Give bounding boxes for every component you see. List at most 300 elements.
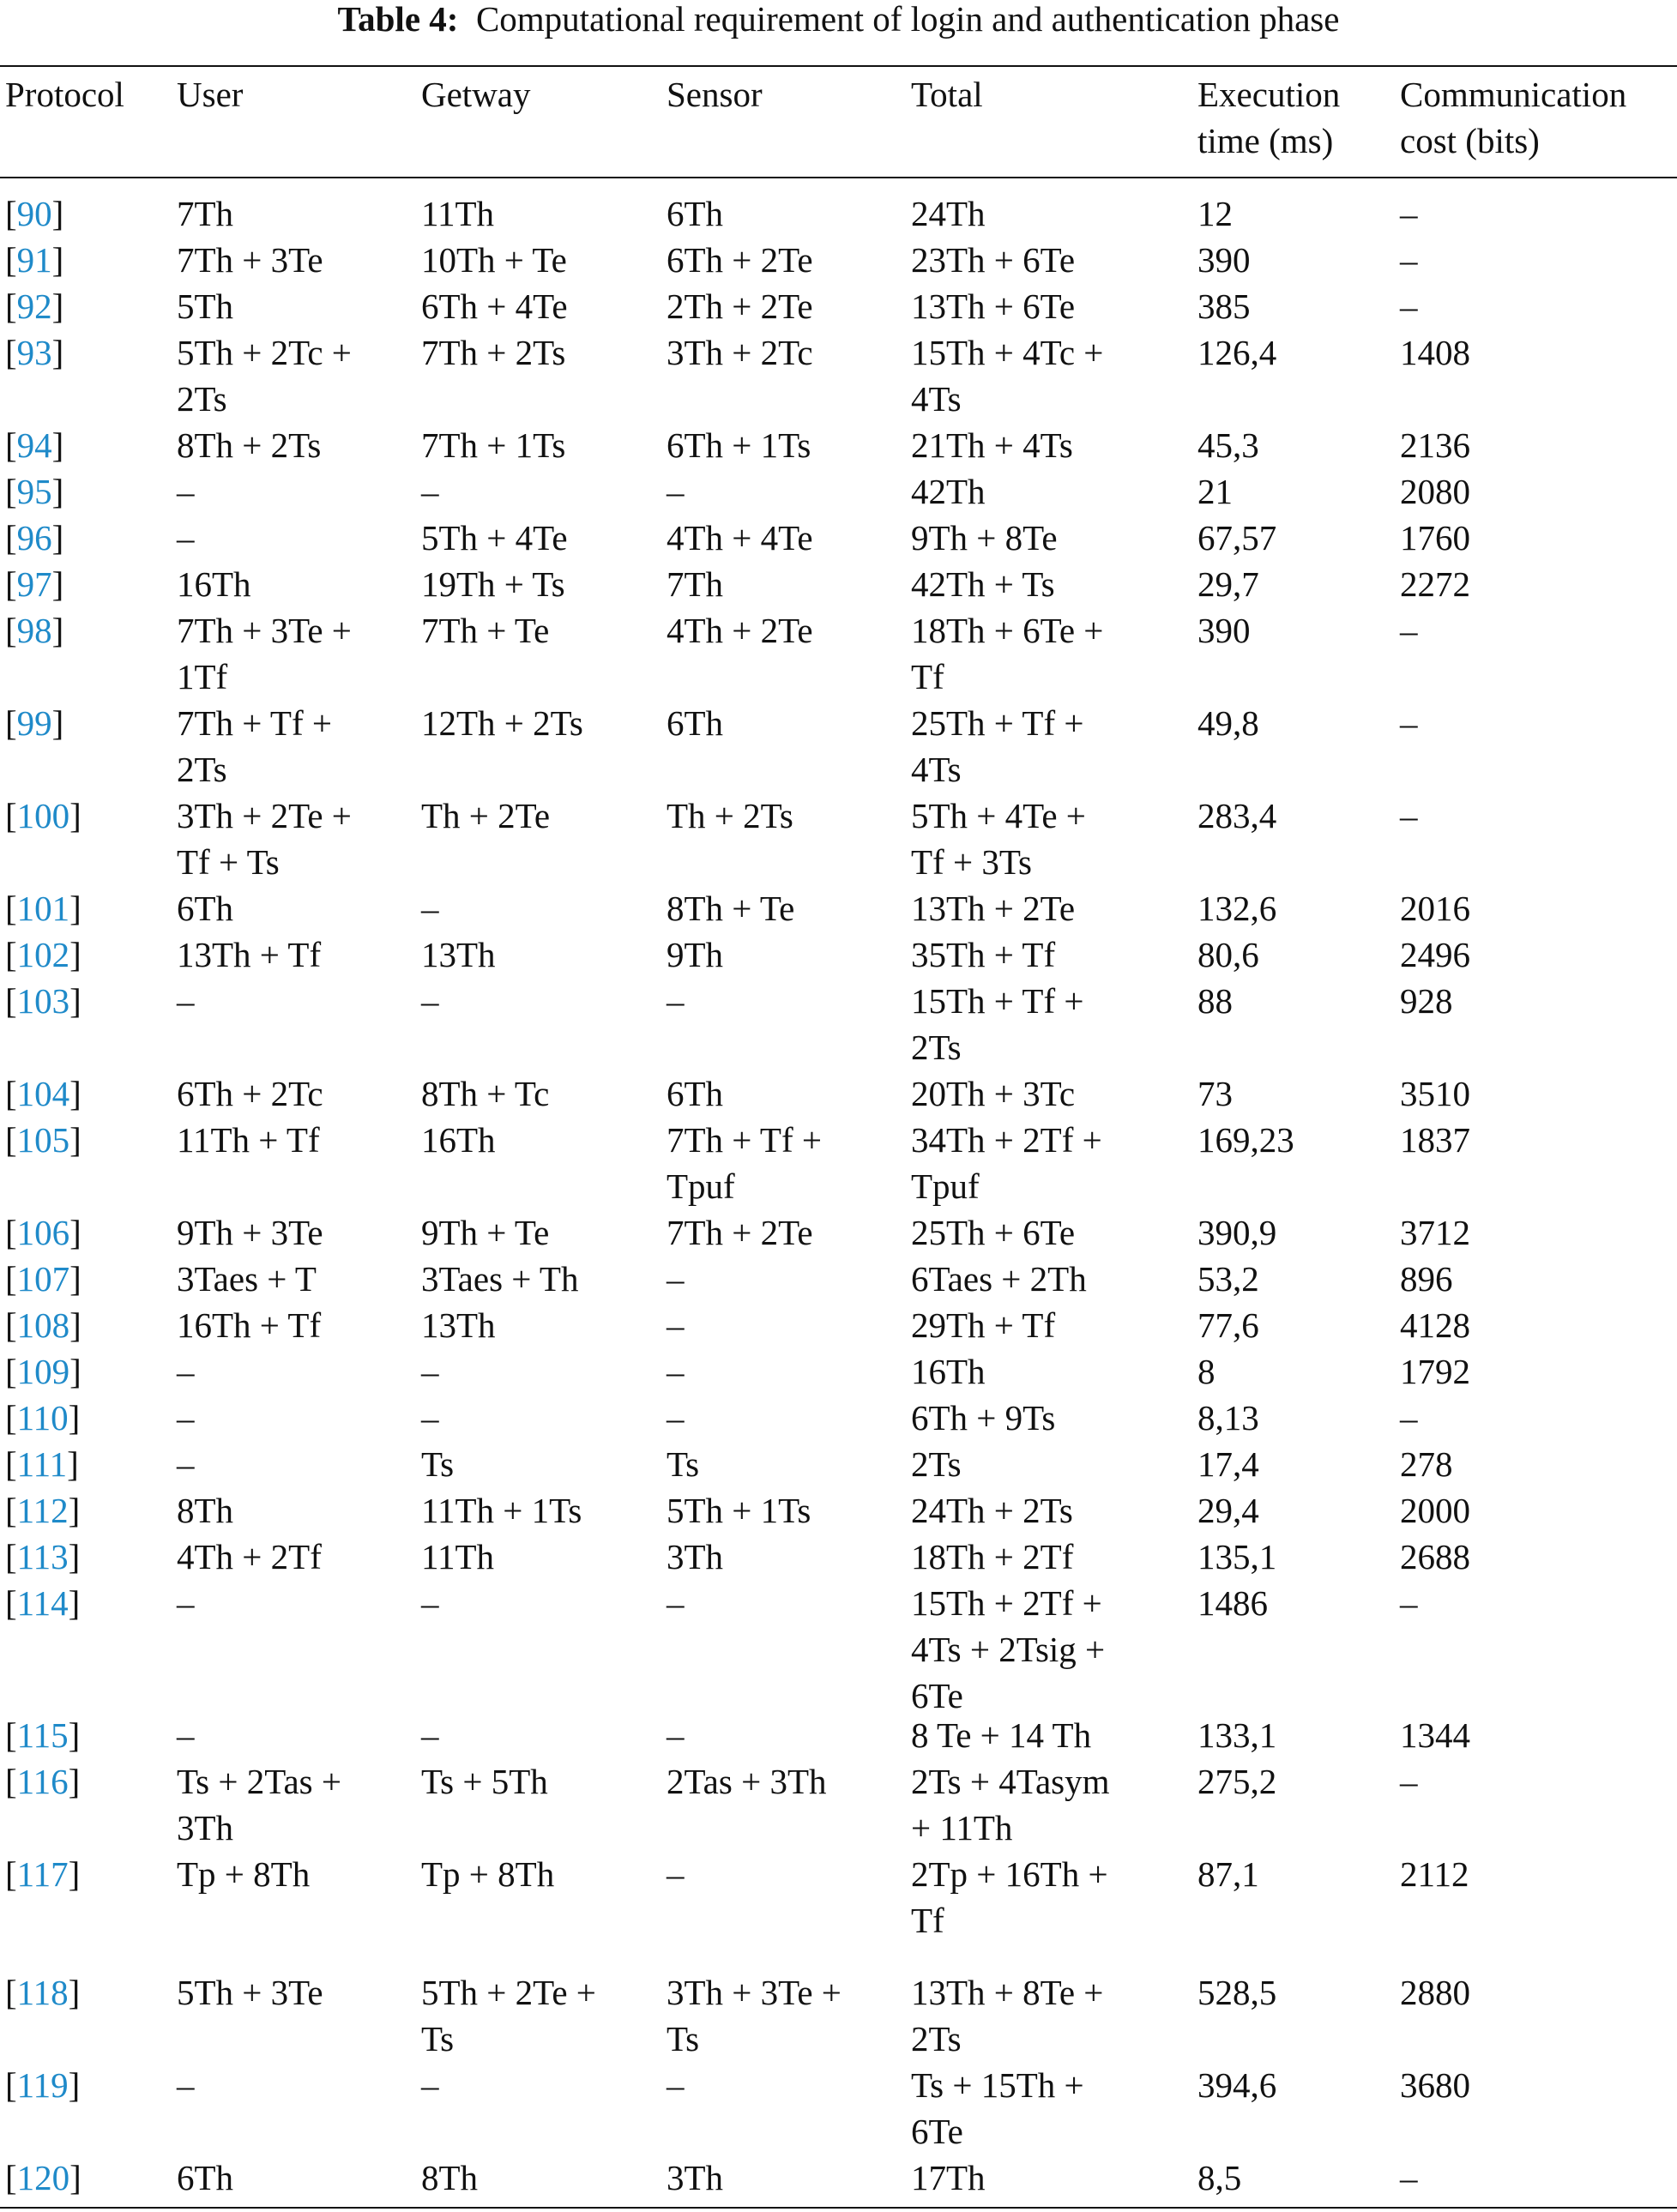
cell-execution-time: 528,5: [1197, 1973, 1277, 2012]
bracket-open: [: [5, 935, 17, 974]
cell-protocol: [5, 1758, 80, 1805]
bracket-close: ]: [68, 1491, 81, 1530]
cell-communication-cost: 3680: [1400, 2065, 1470, 2105]
cell-protocol: [5, 978, 81, 1024]
cell-user: [177, 283, 233, 329]
cell-gateway: [421, 1441, 454, 1487]
cell-total: [911, 190, 986, 237]
cell-gateway: [421, 700, 583, 746]
bracket-open: [: [5, 2158, 17, 2197]
cell-gateway-line: 8Th: [421, 2158, 479, 2197]
cell-sensor-line: 5Th + 1Ts: [667, 1491, 811, 1530]
cell-user-line: 1Tf: [177, 657, 228, 696]
cell-sensor-line: 3Th + 2Tc: [667, 333, 813, 372]
cell-user: [177, 1117, 320, 1163]
cell-gateway-line: 5Th + 2Te +: [421, 1973, 596, 2012]
cell-sensor: [667, 515, 813, 561]
cell-user: [177, 515, 195, 561]
bracket-close: ]: [69, 1305, 81, 1345]
cell-communication-cost: 1792: [1400, 1352, 1470, 1391]
cell-gateway-line: –: [421, 472, 439, 511]
cell-execution-time: 385: [1197, 286, 1251, 326]
cell-execution-time: 87,1: [1197, 1854, 1259, 1894]
cell-sensor-line: 6Th: [667, 703, 724, 743]
cell-communication-cost: 1760: [1400, 518, 1470, 558]
cell-user: [177, 237, 323, 283]
cell-gateway-line: 12Th + 2Ts: [421, 703, 583, 743]
cell-communication-cost: 2272: [1400, 564, 1470, 604]
reference-link[interactable]: 113: [16, 1537, 69, 1576]
reference-link[interactable]: 96: [16, 518, 52, 558]
cell-total: [911, 1256, 1087, 1302]
reference-link[interactable]: 120: [16, 2158, 70, 2197]
reference-link[interactable]: 94: [16, 425, 52, 465]
cell-total: [911, 931, 1055, 978]
cell-sensor: [667, 1441, 699, 1487]
cell-communication-cost: 1344: [1400, 1715, 1470, 1755]
bracket-close: ]: [68, 1854, 81, 1894]
cell-total-line: 42Th: [911, 472, 986, 511]
cell-total-line: 16Th: [911, 1352, 986, 1391]
cell-sensor: [667, 1712, 685, 1758]
bracket-open: [: [5, 194, 17, 233]
cell-sensor-line: Ts: [667, 1444, 700, 1484]
bracket-close: ]: [69, 1259, 81, 1299]
reference-link[interactable]: 119: [16, 2065, 69, 2105]
cell-user: [177, 468, 195, 515]
reference-link[interactable]: 101: [16, 889, 70, 928]
cell-protocol: [5, 515, 63, 561]
cell-sensor: [667, 468, 685, 515]
header-user-line: User: [177, 75, 244, 114]
cell-user: [177, 329, 352, 422]
cell-sensor: [667, 1580, 685, 1626]
cell-gateway: [421, 422, 565, 468]
cell-gateway: [421, 1712, 439, 1758]
top-rule: [0, 65, 1677, 67]
bracket-open: [: [5, 1213, 17, 1252]
cell-user: [177, 885, 233, 931]
cell-communication-cost: 1408: [1400, 333, 1470, 372]
bracket-open: [: [5, 564, 17, 604]
reference-link[interactable]: 105: [16, 1120, 70, 1160]
cell-total-line: 25Th + Tf +: [911, 703, 1084, 743]
cell-user: [177, 1712, 195, 1758]
bracket-open: [: [5, 1762, 17, 1801]
header-execution-time-line: time (ms): [1197, 121, 1334, 160]
cell-total: [911, 1487, 1073, 1534]
cell-gateway-line: 7Th + 2Ts: [421, 333, 566, 372]
cell-sensor-line: 4Th + 2Te: [667, 611, 813, 650]
reference-link[interactable]: 92: [16, 286, 52, 326]
cell-gateway: [421, 1758, 548, 1805]
cell-sensor: [667, 1209, 813, 1256]
cell-user-line: –: [177, 472, 195, 511]
cell-user-line: Ts + 2Tas +: [177, 1762, 341, 1801]
cell-sensor: [667, 329, 813, 376]
cell-sensor: [667, 1395, 685, 1441]
cell-gateway-line: –: [421, 2065, 439, 2105]
cell-total-line: 23Th + 6Te: [911, 240, 1076, 280]
cell-total-line: 42Th + Ts: [911, 564, 1055, 604]
bracket-open: [: [5, 1259, 17, 1299]
bracket-close: ]: [51, 194, 64, 233]
cell-total-line: 13Th + 2Te: [911, 889, 1076, 928]
cell-total: [911, 1209, 1075, 1256]
cell-user: [177, 793, 352, 885]
cell-communication-cost: –: [1400, 611, 1418, 650]
cell-user: [177, 1348, 195, 1395]
bracket-close: ]: [69, 1074, 81, 1113]
cell-sensor-line: 6Th: [667, 1074, 724, 1113]
cell-execution-time: 8,13: [1197, 1398, 1259, 1437]
bracket-open: [: [5, 889, 17, 928]
cell-sensor: [667, 283, 813, 329]
cell-execution-time: 132,6: [1197, 889, 1277, 928]
cell-sensor-line: 6Th: [667, 194, 724, 233]
cell-sensor: [667, 978, 685, 1024]
bracket-close: ]: [67, 1444, 79, 1484]
cell-user-line: Tp + 8Th: [177, 1854, 311, 1894]
cell-gateway: [421, 1487, 582, 1534]
cell-user-line: Tf + Ts: [177, 842, 280, 882]
cell-user-line: –: [177, 2065, 195, 2105]
cell-gateway: [421, 1969, 596, 2062]
cell-protocol: [5, 1487, 80, 1534]
cell-gateway-line: Ts + 5Th: [421, 1762, 548, 1801]
bracket-close: ]: [69, 1213, 81, 1252]
bracket-close: ]: [51, 333, 64, 372]
bracket-open: [: [5, 240, 17, 280]
cell-gateway-line: 13Th: [421, 1305, 496, 1345]
cell-user-line: 7Th + 3Te +: [177, 611, 352, 650]
reference-link[interactable]: 99: [16, 703, 52, 743]
cell-communication-cost: –: [1400, 2158, 1418, 2197]
cell-total: [911, 1441, 962, 1487]
cell-sensor: [667, 1969, 842, 2062]
cell-gateway-line: Tp + 8Th: [421, 1854, 555, 1894]
header-user: [177, 71, 243, 118]
cell-sensor: [667, 190, 723, 237]
cell-gateway-line: 7Th + 1Ts: [421, 425, 566, 465]
bracket-open: [: [5, 425, 17, 465]
cell-user: [177, 1302, 321, 1348]
cell-sensor: [667, 1487, 811, 1534]
cell-execution-time: 390: [1197, 611, 1251, 650]
cell-user: [177, 422, 321, 468]
cell-sensor: [667, 1758, 827, 1805]
cell-total: [911, 2155, 986, 2201]
cell-sensor-line: 3Th + 3Te +: [667, 1973, 842, 2012]
cell-protocol: [5, 468, 63, 515]
cell-total-line: 13Th + 6Te: [911, 286, 1076, 326]
cell-gateway-line: 11Th: [421, 194, 495, 233]
cell-user: [177, 1534, 322, 1580]
cell-total-line: 20Th + 3Tc: [911, 1074, 1076, 1113]
cell-gateway-line: 9Th + Te: [421, 1213, 550, 1252]
table-header-row: [0, 71, 1677, 164]
cell-total-line: Tf: [911, 657, 944, 696]
cell-sensor-line: 6Th + 2Te: [667, 240, 813, 280]
cell-protocol: [5, 1712, 80, 1758]
header-communication-cost-line: Communication: [1400, 75, 1627, 114]
cell-protocol: [5, 329, 63, 376]
cell-sensor-line: –: [667, 2065, 685, 2105]
bracket-open: [: [5, 1120, 17, 1160]
cell-user: [177, 607, 352, 700]
cell-gateway: [421, 1534, 494, 1580]
cell-execution-time: 135,1: [1197, 1537, 1277, 1576]
cell-total: [911, 1580, 1105, 1719]
cell-total: [911, 607, 1103, 700]
cell-user-line: 7Th + 3Te: [177, 240, 323, 280]
cell-communication-cost: 2688: [1400, 1537, 1470, 1576]
cell-communication-cost: –: [1400, 286, 1418, 326]
reference-link[interactable]: 110: [16, 1398, 69, 1437]
cell-gateway-line: 8Th + Tc: [421, 1074, 550, 1113]
bracket-close: ]: [51, 425, 64, 465]
cell-communication-cost: 928: [1400, 981, 1453, 1021]
cell-user: [177, 700, 332, 793]
cell-total: [911, 283, 1075, 329]
cell-sensor-line: –: [667, 1398, 685, 1437]
cell-sensor: [667, 1117, 822, 1209]
cell-gateway-line: –: [421, 1715, 439, 1755]
cell-sensor: [667, 237, 813, 283]
cell-sensor: [667, 1851, 685, 1897]
cell-total: [911, 422, 1073, 468]
cell-user-line: 16Th + Tf: [177, 1305, 322, 1345]
cell-user: [177, 2062, 195, 2108]
reference-link[interactable]: 114: [16, 1583, 69, 1623]
bracket-open: [: [5, 1074, 17, 1113]
cell-total-line: 18Th + 2Tf: [911, 1537, 1074, 1576]
cell-gateway-line: 7Th + Te: [421, 611, 550, 650]
cell-user-line: 5Th + 2Tc +: [177, 333, 352, 372]
cell-total: [911, 1758, 1110, 1851]
bracket-open: [: [5, 1715, 17, 1755]
cell-communication-cost: –: [1400, 796, 1418, 835]
reference-link[interactable]: 115: [16, 1715, 69, 1755]
cell-gateway-line: Ts: [421, 2019, 455, 2058]
cell-user: [177, 931, 321, 978]
cell-communication-cost: 2080: [1400, 472, 1470, 511]
cell-total: [911, 1117, 1102, 1209]
cell-user-line: 5Th + 3Te: [177, 1973, 323, 2012]
bracket-open: [: [5, 1491, 17, 1530]
cell-execution-time: 17,4: [1197, 1444, 1259, 1484]
cell-user-line: 6Th: [177, 889, 234, 928]
cell-gateway: [421, 190, 494, 237]
cell-protocol: [5, 1070, 81, 1117]
reference-link[interactable]: 106: [16, 1213, 70, 1252]
cell-communication-cost: –: [1400, 1762, 1418, 1801]
reference-link[interactable]: 112: [16, 1491, 69, 1530]
cell-gateway-line: 11Th: [421, 1537, 495, 1576]
bracket-open: [: [5, 1583, 17, 1623]
reference-link[interactable]: 107: [16, 1259, 70, 1299]
reference-link[interactable]: 117: [16, 1854, 69, 1894]
reference-link[interactable]: 90: [16, 194, 52, 233]
cell-communication-cost: 278: [1400, 1444, 1453, 1484]
header-execution-time-line: Execution: [1197, 75, 1341, 114]
cell-execution-time: 67,57: [1197, 518, 1277, 558]
bracket-open: [: [5, 472, 17, 511]
cell-total-line: 5Th + 4Te +: [911, 796, 1086, 835]
cell-protocol: [5, 1348, 81, 1395]
cell-sensor: [667, 700, 723, 746]
cell-total-line: 6Th + 9Ts: [911, 1398, 1056, 1437]
cell-user-line: 9Th + 3Te: [177, 1213, 323, 1252]
bracket-close: ]: [69, 796, 81, 835]
reference-link[interactable]: 103: [16, 981, 70, 1021]
cell-sensor: [667, 561, 723, 607]
cell-total: [911, 885, 1075, 931]
cell-execution-time: 80,6: [1197, 935, 1259, 974]
cell-sensor: [667, 1256, 685, 1302]
cell-gateway: [421, 1580, 439, 1626]
cell-execution-time: 73: [1197, 1074, 1233, 1113]
cell-user: [177, 1256, 317, 1302]
cell-gateway: [421, 468, 439, 515]
bracket-open: [: [5, 1444, 17, 1484]
cell-total-line: 4Ts + 2Tsig +: [911, 1630, 1106, 1669]
cell-execution-time: 12: [1197, 194, 1233, 233]
cell-total-line: 6Te: [911, 2112, 963, 2151]
cell-execution-time: 77,6: [1197, 1305, 1259, 1345]
cell-communication-cost: –: [1400, 703, 1418, 743]
cell-gateway-line: –: [421, 1398, 439, 1437]
cell-communication-cost: 2112: [1400, 1854, 1469, 1894]
cell-user: [177, 1851, 310, 1897]
cell-user-line: –: [177, 1583, 195, 1623]
bracket-open: [: [5, 2065, 17, 2105]
bottom-rule: [0, 2207, 1677, 2209]
cell-total-line: 2Ts + 4Tasym: [911, 1762, 1110, 1801]
reference-link[interactable]: 116: [16, 1762, 69, 1801]
cell-sensor-line: 4Th + 4Te: [667, 518, 813, 558]
cell-execution-time: 29,7: [1197, 564, 1259, 604]
cell-user-line: 3Th: [177, 1808, 234, 1847]
cell-gateway-line: 3Taes + Th: [421, 1259, 579, 1299]
cell-gateway-line: Ts: [421, 1444, 455, 1484]
cell-user: [177, 1070, 323, 1117]
cell-total-line: + 11Th: [911, 1808, 1013, 1847]
reference-link[interactable]: 100: [16, 796, 70, 835]
cell-total-line: Tf: [911, 1901, 944, 1940]
cell-gateway-line: Th + 2Te: [421, 796, 551, 835]
cell-total: [911, 1712, 1091, 1758]
cell-protocol: [5, 793, 81, 839]
reference-link[interactable]: 93: [16, 333, 52, 372]
header-rule: [0, 177, 1677, 178]
cell-total-line: 8 Te + 14 Th: [911, 1715, 1092, 1755]
reference-link[interactable]: 108: [16, 1305, 70, 1345]
cell-user-line: 2Ts: [177, 750, 227, 789]
cell-total: [911, 978, 1084, 1070]
reference-link[interactable]: 109: [16, 1352, 70, 1391]
cell-gateway: [421, 329, 565, 376]
cell-gateway: [421, 1117, 496, 1163]
header-gateway: [421, 71, 531, 118]
header-communication-cost: [1400, 71, 1626, 164]
cell-sensor-line: 8Th + Te: [667, 889, 795, 928]
cell-total-line: 4Ts: [911, 750, 962, 789]
cell-gateway: [421, 793, 550, 839]
cell-protocol: [5, 885, 81, 931]
cell-sensor-line: –: [667, 1715, 685, 1755]
cell-communication-cost: 2880: [1400, 1973, 1470, 2012]
cell-sensor-line: Ts: [667, 2019, 700, 2058]
bracket-open: [: [5, 703, 17, 743]
cell-total-line: 15Th + 4Tc +: [911, 333, 1104, 372]
reference-link[interactable]: 91: [16, 240, 52, 280]
cell-sensor: [667, 1302, 685, 1348]
cell-sensor-line: –: [667, 1583, 685, 1623]
cell-user-line: 6Th + 2Tc: [177, 1074, 323, 1113]
cell-sensor: [667, 422, 811, 468]
cell-protocol: [5, 2155, 81, 2201]
bracket-close: ]: [69, 2158, 81, 2197]
bracket-open: [: [5, 796, 17, 835]
cell-user: [177, 1487, 233, 1534]
header-total-line: Total: [911, 75, 983, 114]
bracket-close: ]: [69, 1352, 81, 1391]
cell-user-line: 7Th + Tf +: [177, 703, 332, 743]
cell-sensor: [667, 607, 813, 654]
reference-link[interactable]: 104: [16, 1074, 70, 1113]
reference-link[interactable]: 98: [16, 611, 52, 650]
bracket-open: [: [5, 333, 17, 372]
cell-total: [911, 329, 1103, 422]
cell-gateway-line: 16Th: [421, 1120, 496, 1160]
cell-total-line: 21Th + 4Ts: [911, 425, 1073, 465]
cell-gateway-line: –: [421, 981, 439, 1021]
cell-user-line: 7Th: [177, 194, 234, 233]
cell-communication-cost: 1837: [1400, 1120, 1470, 1160]
cell-gateway: [421, 607, 549, 654]
cell-sensor: [667, 931, 723, 978]
cell-gateway-line: –: [421, 1583, 439, 1623]
cell-execution-time: 45,3: [1197, 425, 1259, 465]
cell-protocol: [5, 1117, 81, 1163]
cell-user-line: 5Th: [177, 286, 234, 326]
cell-sensor-line: –: [667, 1305, 685, 1345]
cell-gateway: [421, 1209, 549, 1256]
cell-gateway-line: 13Th: [421, 935, 496, 974]
reference-link[interactable]: 111: [16, 1444, 68, 1484]
cell-gateway: [421, 283, 568, 329]
cell-gateway-line: 6Th + 4Te: [421, 286, 568, 326]
reference-link[interactable]: 118: [16, 1973, 69, 2012]
cell-protocol: [5, 607, 63, 654]
cell-total-line: 25Th + 6Te: [911, 1213, 1076, 1252]
reference-link[interactable]: 102: [16, 935, 70, 974]
cell-sensor-line: –: [667, 472, 685, 511]
cell-user-line: –: [177, 981, 195, 1021]
bracket-close: ]: [69, 889, 81, 928]
cell-total-line: Tpuf: [911, 1166, 980, 1206]
cell-total-line: 2Ts: [911, 1444, 962, 1484]
cell-user: [177, 1209, 323, 1256]
reference-link[interactable]: 95: [16, 472, 52, 511]
cell-communication-cost: –: [1400, 240, 1418, 280]
cell-total: [911, 1348, 986, 1395]
cell-sensor: [667, 2062, 685, 2108]
bracket-close: ]: [68, 1537, 81, 1576]
cell-protocol: [5, 1441, 79, 1487]
reference-link[interactable]: 97: [16, 564, 52, 604]
